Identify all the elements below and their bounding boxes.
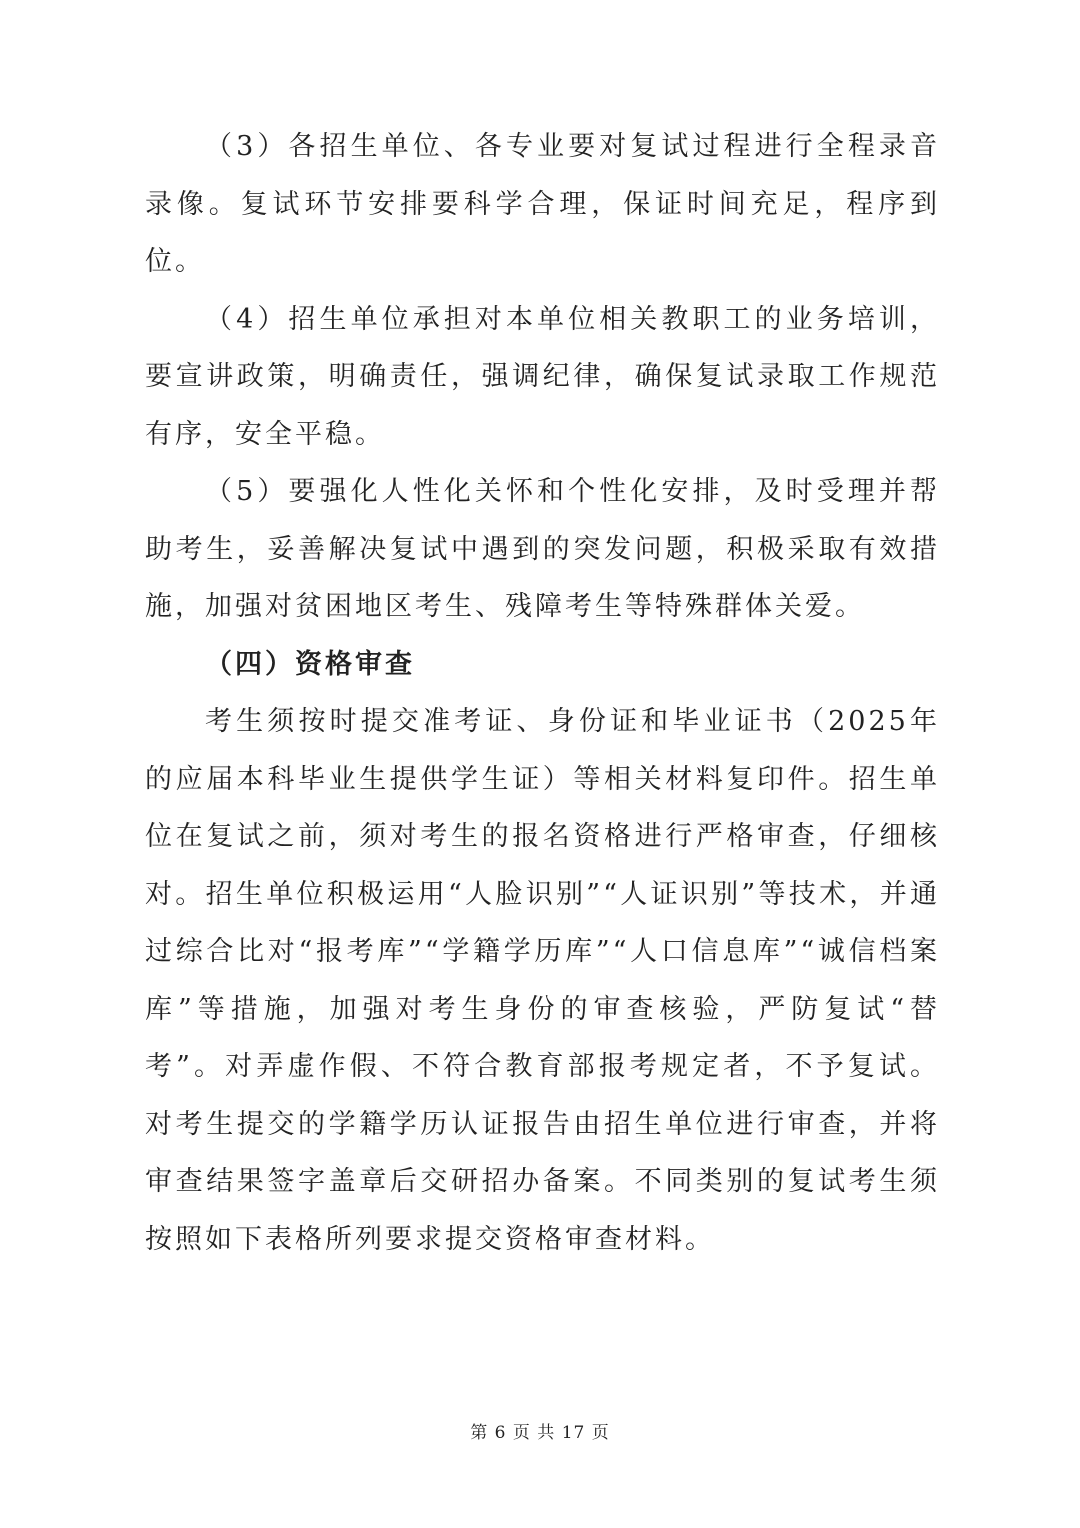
paragraph-item-5: （5）要强化人性化关怀和个性化安排，及时受理并帮助考生，妥善解决复试中遇到的突发问题，积极采取有效措施，加强对贫困地区考生、残障考生等特殊群体关爱。 [145, 476, 940, 622]
paragraph-item-4: （4）招生单位承担对本单位相关教职工的业务培训，要宣讲政策，明确责任，强调纪律，确保复试录取工作规范有序，安全平稳。 [145, 303, 940, 450]
document-body [145, 118, 940, 1268]
paragraph-item-3: （3）各招生单位、各专业要对复试过程进行全程录音录像。复试环节安排要科学合理，保证时间充足，程序到位。 [145, 131, 940, 277]
section-body-paragraph: 考生须按时提交准考证、身份证和毕业证书（2025年的应届本科毕业生提供学生证）等相关材料复印件。招生单位在复试之前，须对考生的报名资格进行严格审查，仔细核对。招生单位积极运用“人脸识别”“人证识别”等技术，并通过综合比对“报考库”“学籍学历库”“人口信息库”“诚信档案库”等措施，加强对考生身份的审查核验，严防复试“替考”。对弄虚作假、不符合教育部报考规定者，不予复试。对考生提交的学籍学历认证报告由招生单位进行审查，并将审查结果签字盖章后交研招办备案。不同类别的复试考生须按照如下表格所列要求提交资格审查材料。 [145, 706, 940, 1255]
page-number-footer: 第 6 页 共 17 页 [470, 1423, 610, 1443]
section-heading: （四）资格审查 [205, 648, 415, 680]
